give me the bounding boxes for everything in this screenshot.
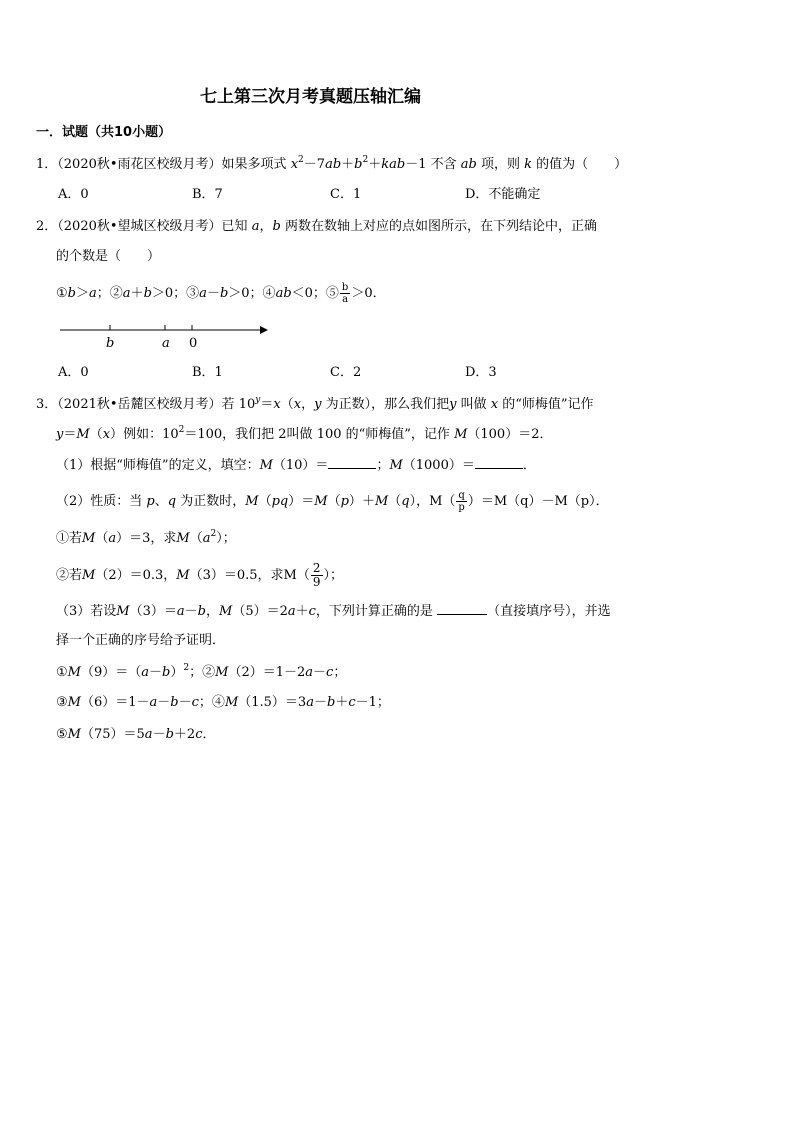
question-3-part2: （2）性质：当 p、q 为正数时，M（pq）＝M（p）＋M（q），M（ $\frac{q}{p}$ ）＝M（q）－M（p）． — [56, 490, 609, 513]
question-2-statements: ①b＞a；②a＋b＞0；③a－b＞0；④ab＜0；⑤ $\frac{b}{a}$ ＞0． — [56, 282, 386, 305]
answer-blank[interactable] — [437, 602, 487, 615]
axis-label-a: a — [162, 336, 170, 351]
question-3-expr-5: ⑤M（75）＝5a－b＋2c． — [56, 727, 216, 742]
page-title: 七上第三次月考真题压轴汇编 — [200, 87, 421, 107]
answer-option: D．不能确定 — [465, 187, 541, 202]
answer-option: B．7 — [192, 187, 223, 202]
answer-option: C．1 — [330, 187, 362, 202]
question-3-sub-a: ①若M（a）＝3，求$M(a^2)$； — [56, 529, 236, 546]
answer-blank[interactable] — [475, 456, 523, 469]
question-3-expr-1: $①M(9)=(a-b)^2$；②M（2）＝1－2a－c； — [56, 663, 347, 680]
question-source: （2020秋•雨花区校级月考） — [57, 157, 222, 172]
answer-option: A．0 — [58, 365, 89, 380]
answer-option: A．0 — [58, 187, 89, 202]
question-2-line2: 的个数是（ ） — [56, 249, 161, 264]
question-3-sub-b: ②若M（2）＝0.3，M（3）＝0.5，求M（ $\frac{2}{9}$ ）； — [56, 561, 344, 589]
question-2: 2．（2020秋•望城区校级月考）已知 a，b 两数在数轴上对应的点如图所示，在下列结论中，正确 — [36, 219, 597, 234]
question-3-part3-line2: 择一个正确的序号给予证明． — [56, 633, 226, 648]
question-3-part1: （1）根据“师梅值”的定义，填空：M（10）＝ ；M（1000）＝ ． — [56, 458, 536, 473]
axis-label-b: b — [106, 336, 115, 351]
question-1: 1．（2020秋•雨花区校级月考）如果多项式 $x^2-7ab+b^2+kab-1$ 不含 ab 项，则 k 的值为（ ） — [36, 155, 628, 172]
section-heading: 一．试题（共10小题） — [36, 125, 172, 140]
question-3-part3: （3）若设M（3）＝a－b，M（5）＝2a＋c，下列计算正确的是 （直接填序号），并选 — [56, 604, 611, 619]
question-source: （2020秋•望城区校级月考） — [57, 219, 222, 234]
axis-label-0: 0 — [189, 336, 198, 351]
question-3-expr-3: ③M（6）＝1－a－b－c；④M（1.5）＝3a－b＋c－1； — [56, 695, 390, 710]
answer-option: D．3 — [465, 365, 497, 380]
question-source: （2021秋•岳麓区校级月考） — [57, 397, 222, 412]
answer-option: B．1 — [192, 365, 223, 380]
question-3-line2: y＝M（x）例如：$10^2=100$，我们把 2叫做 100 的“师梅值”，记作 M（100）＝2． — [56, 425, 553, 442]
answer-option: C．2 — [330, 365, 362, 380]
question-3: 3．（2021秋•岳麓区校级月考）若 $10^y=x(x$，y 为正数），那么我们把y 叫做 x 的“师梅值”记作 — [36, 395, 594, 412]
answer-blank[interactable] — [328, 456, 376, 469]
number-line — [56, 318, 296, 352]
